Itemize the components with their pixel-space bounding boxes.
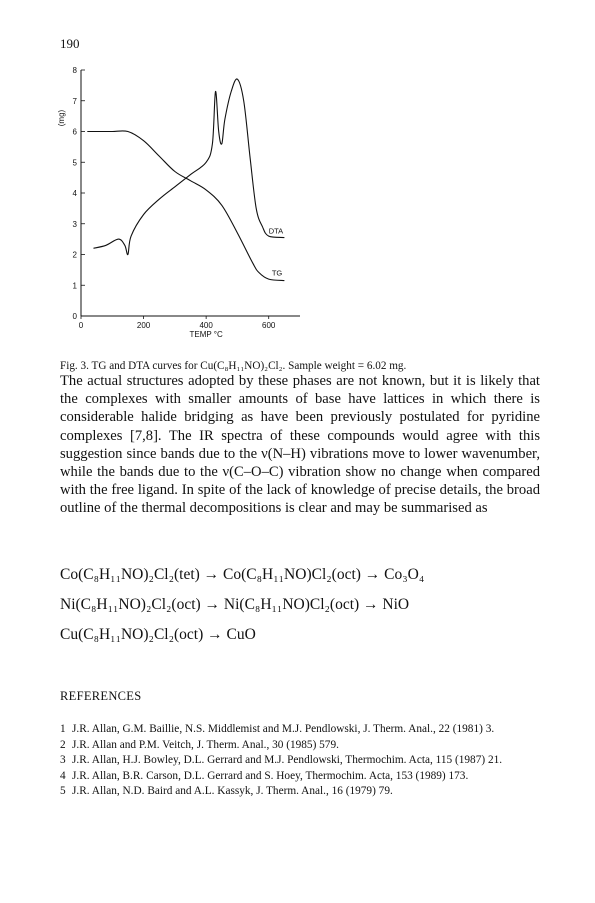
y-axis-unit-label: (mg) xyxy=(57,109,66,127)
y-tick-label: 5 xyxy=(72,158,77,168)
figure-caption: Fig. 3. TG and DTA curves for Cu(C₈H₁₁NO)₂Cl₂. Sample weight = 6.02 mg. xyxy=(60,360,407,372)
reference-item xyxy=(60,739,545,753)
page-number: 190 xyxy=(60,36,80,51)
x-axis-label: TEMP °C xyxy=(189,330,223,339)
y-tick-label: 0 xyxy=(72,312,77,321)
x-tick-label: 600 xyxy=(262,321,276,330)
reference-number: 3 xyxy=(60,754,66,767)
x-tick-label: 200 xyxy=(136,321,151,330)
reference-item xyxy=(60,770,545,784)
y-tick-label: 3 xyxy=(72,219,77,229)
reference-item xyxy=(60,754,545,768)
tg-dta-figure xyxy=(48,60,318,350)
tg-dta-chart xyxy=(48,60,318,350)
dta-curve-label: DTA xyxy=(268,226,284,236)
reference-text: J.R. Allan and P.M. Veitch, J. Therm. Anal., 30 (1985) 579. xyxy=(72,738,339,751)
reference-text: J.R. Allan, H.J. Bowley, D.L. Gerrard and M.J. Pendlowski, Thermochim. Acta, 115 (1987) 21. xyxy=(72,754,503,767)
y-tick-label: 8 xyxy=(72,66,77,75)
reference-number: 5 xyxy=(60,785,66,798)
reference-number: 4 xyxy=(60,769,66,782)
chart-series xyxy=(87,79,284,281)
chart-ticks xyxy=(73,66,276,330)
reference-item xyxy=(60,723,545,737)
equations-block xyxy=(60,560,540,650)
equation-co: Co(C₈H₁₁NO)₂Cl₂(tet) → Co(C₈H₁₁NO)Cl₂(oct) → Co₃O₄ xyxy=(60,566,425,583)
tg-curve-label: TG xyxy=(271,268,283,278)
y-tick-label: 2 xyxy=(72,250,77,260)
reference-text: J.R. Allan, B.R. Carson, D.L. Gerrard and S. Hoey, Thermochim. Acta, 153 (1989) 173. xyxy=(72,769,469,782)
reference-item xyxy=(60,785,545,799)
y-tick-label: 6 xyxy=(72,127,77,137)
x-tick-label: 400 xyxy=(199,321,213,330)
reference-text: J.R. Allan, G.M. Baillie, N.S. Middlemist and M.J. Pendlowski, J. Therm. Anal., 22 (1981) 3. xyxy=(72,723,495,735)
body-paragraph: The actual structures adopted by these phases are not known, but it is likely that the complexes with smaller amounts of base have lattices in which there is considerable halide bridging as have been previously postulated for pyridine complexes [7,8]. The IR spectra of these compounds would agree with this suggestion since bands due to the ν(N–H) vibrations move to lower wavenumber, while the bands due to the ν(C–O–C) vibration show no change when compared with the free ligand. In spite of the lack of knowledge of precise details, the broad outline of the thermal decompositions is clear and may be summarised as xyxy=(60,373,540,517)
equation-ni: Ni(C₈H₁₁NO)₂Cl₂(oct) → Ni(C₈H₁₁NO)Cl₂(oct) → NiO xyxy=(60,596,410,613)
reference-number: 2 xyxy=(60,738,66,751)
y-tick-label: 1 xyxy=(72,281,77,291)
references-heading: REFERENCES xyxy=(60,689,142,703)
tg-curve xyxy=(87,131,284,281)
y-tick-label: 4 xyxy=(72,189,77,198)
references-list xyxy=(60,723,545,801)
chart-labels xyxy=(57,109,283,339)
equation-cu: Cu(C₈H₁₁NO)₂Cl₂(oct) → CuO xyxy=(60,626,256,643)
y-tick-label: 7 xyxy=(72,96,77,106)
dta-curve xyxy=(94,79,285,255)
x-tick-label: 0 xyxy=(78,321,84,330)
reference-number: 1 xyxy=(60,723,66,735)
reference-text: J.R. Allan, N.D. Baird and A.L. Kassyk, J. Therm. Anal., 16 (1979) 79. xyxy=(72,785,393,798)
